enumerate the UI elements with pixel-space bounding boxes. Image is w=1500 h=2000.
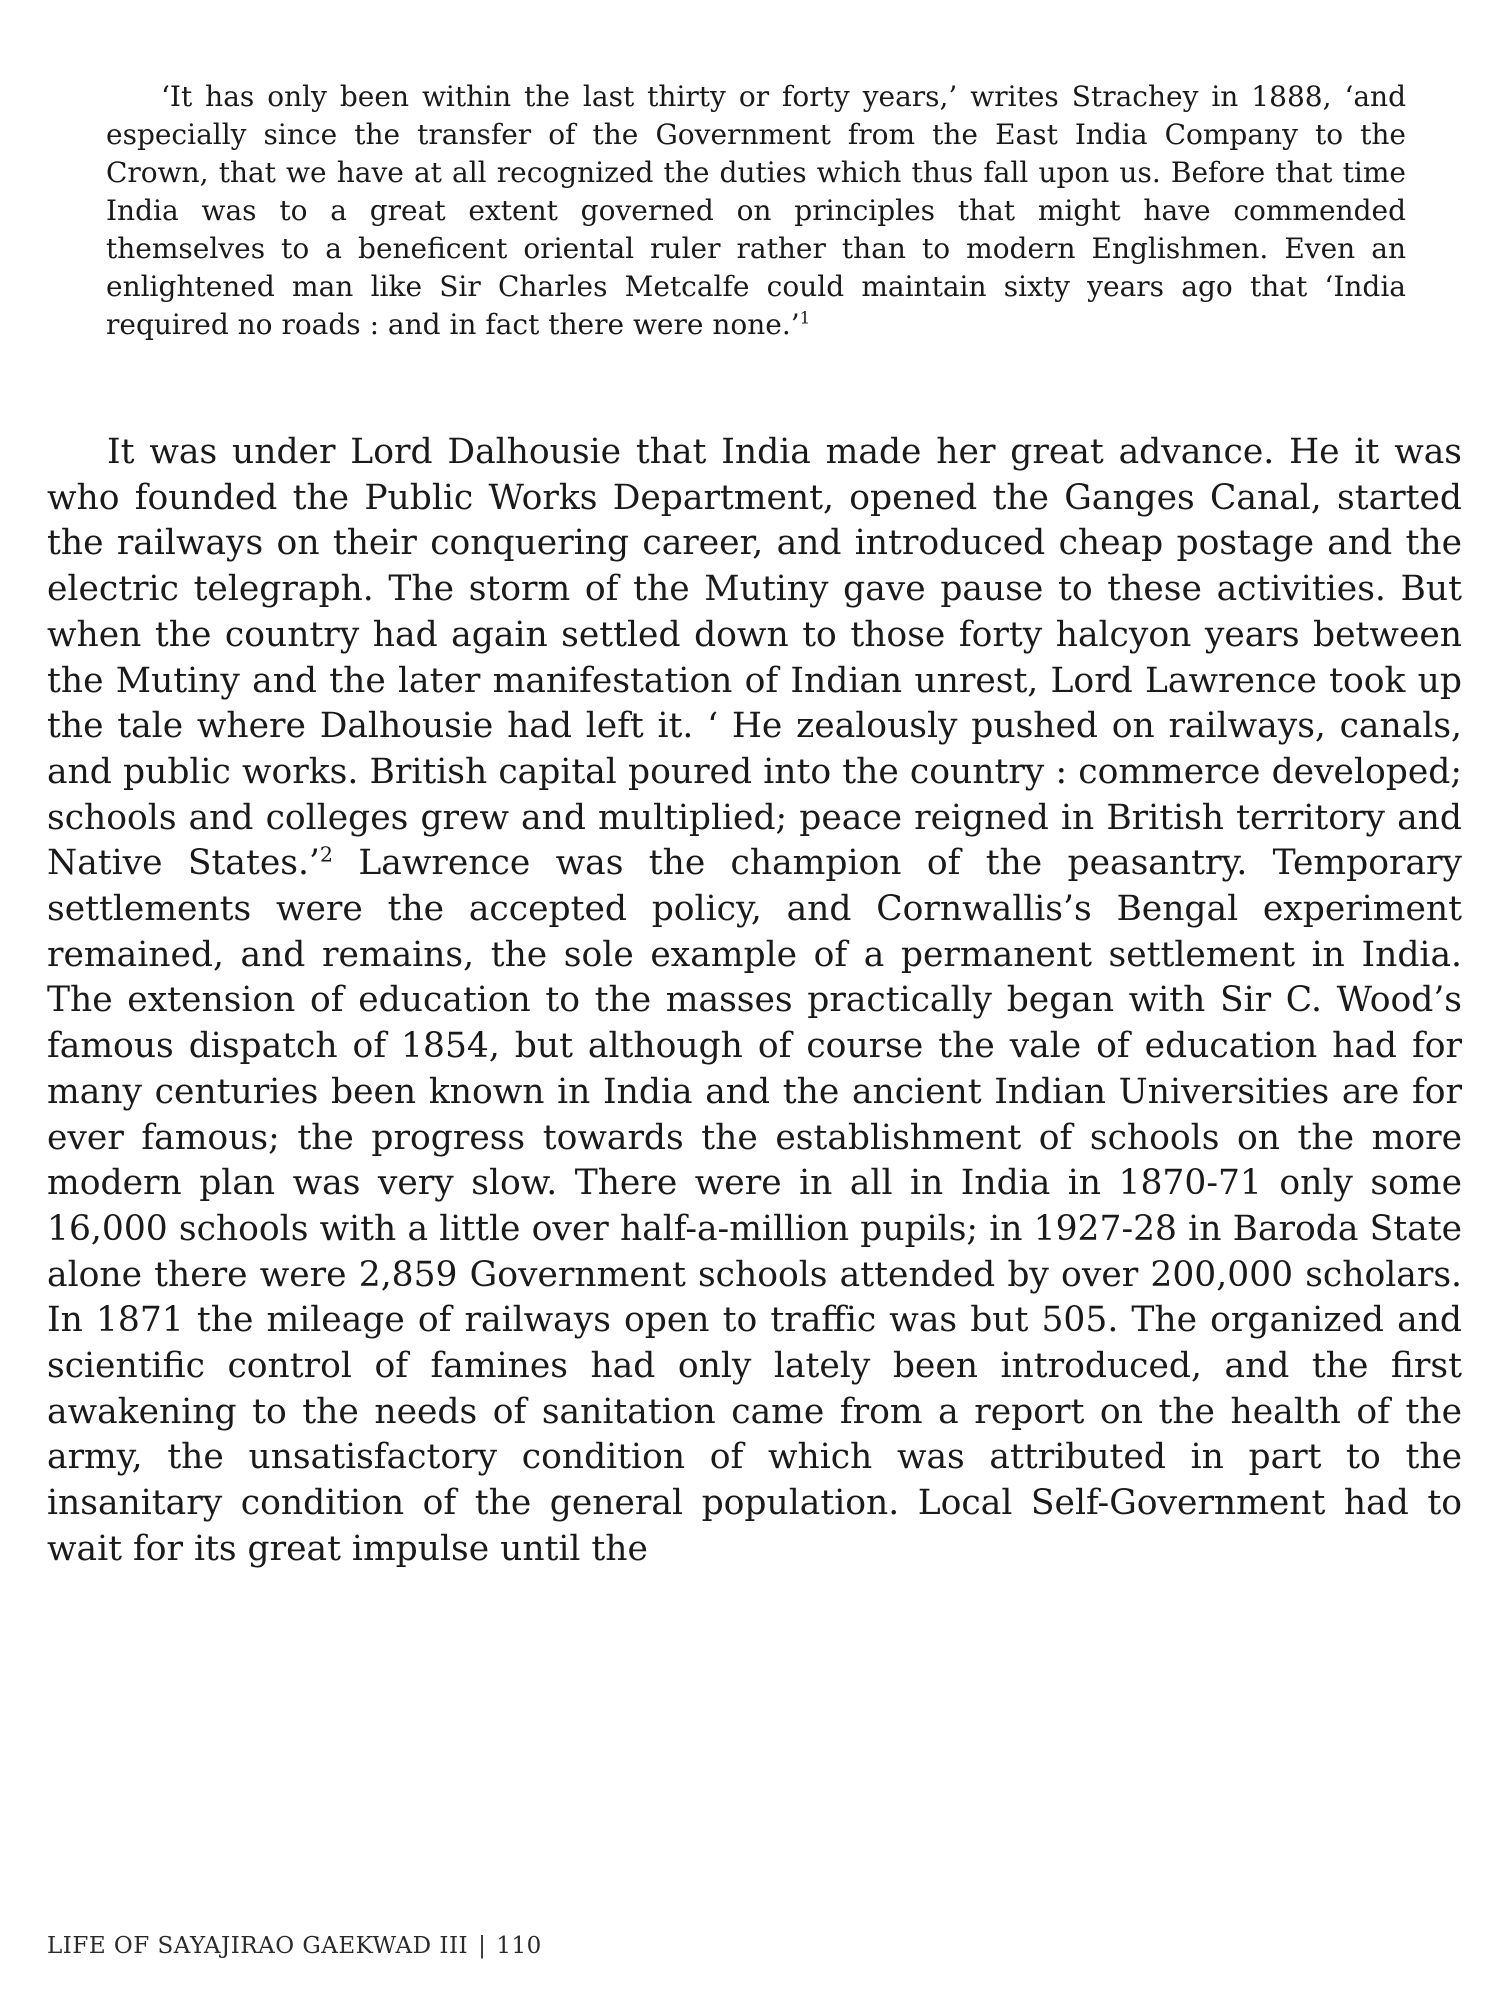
body-text-part-2: Lawrence was the champion of the peasantry. Temporary settlements were the accepted policy, and Cornwallis’s Bengal experiment remained, and remains, the sole example of a permanent settlement in India. The extension of education to the masses practically began with Sir C. Wood’s famous dispatch of 1854, but although of course the vale of education had for many centuries been known in India and the ancient Indian Universities are for ever famous; the progress towards the establishment of schools on the more modern plan was very slow. There were in all in India in 1870-71 only some 16,000 schools with a little over half-a-million pupils; in 1927-28 in Baroda State alone there were 2,859 Government schools attended by over 200,000 scholars. In 1871 the mileage of railways open to traffic was but 505. The organized and scientific control of famines had only lately been introduced, and the first awakening to the needs of sanitation came from a report on the health of the army, the unsatisfactory condition of which was attributed in part to the insanitary condition of the general population. Local Self-Government had to wait for its great impulse until the [47,843,1463,1569]
page-footer [47,1933,542,1959]
footnote-ref-2: 2 [319,842,334,867]
book-title: LIFE OF SAYAJIRAO GAEKWAD III [47,1933,469,1959]
page-number: 110 [496,1933,542,1959]
footer-separator: | [478,1933,487,1959]
quote-text: ‘It has only been within the last thirty or forty years,’ writes Strachey in 1888, ‘and especially since the transfer of the Government from the East India Company to the Crown, that we have at all recognized the duties which thus fall upon us. Before that time India was to a great extent governed on principles that might have commended themselves to a beneficent oriental ruler rather than to modern Englishmen. Even an enlightened man like Sir Charles Metcalfe could maintain sixty years ago that ‘India required no roads : and in fact there were none.’ [106,80,1406,341]
block-quote [106,78,1406,344]
body-text-part-1: It was under Lord Dalhousie that India made her great advance. He it was who founded the Public Works Department, opened the Ganges Canal, started the railways on their conquering career, and introduced cheap postage and the electric telegraph. The storm of the Mutiny gave pause to these activities. But when the country had again settled down to those forty halcyon years between the Mutiny and the later manifestation of Indian unrest, Lord Lawrence took up the tale where Dalhousie had left it. ‘ He zealously pushed on railways, canals, and public works. British capital poured into the country : commerce developed; schools and colleges grew and multiplied; peace reigned in British territory and Native States.’ [47,432,1462,884]
body-paragraph [47,430,1462,1573]
footnote-ref-1: 1 [799,307,811,328]
